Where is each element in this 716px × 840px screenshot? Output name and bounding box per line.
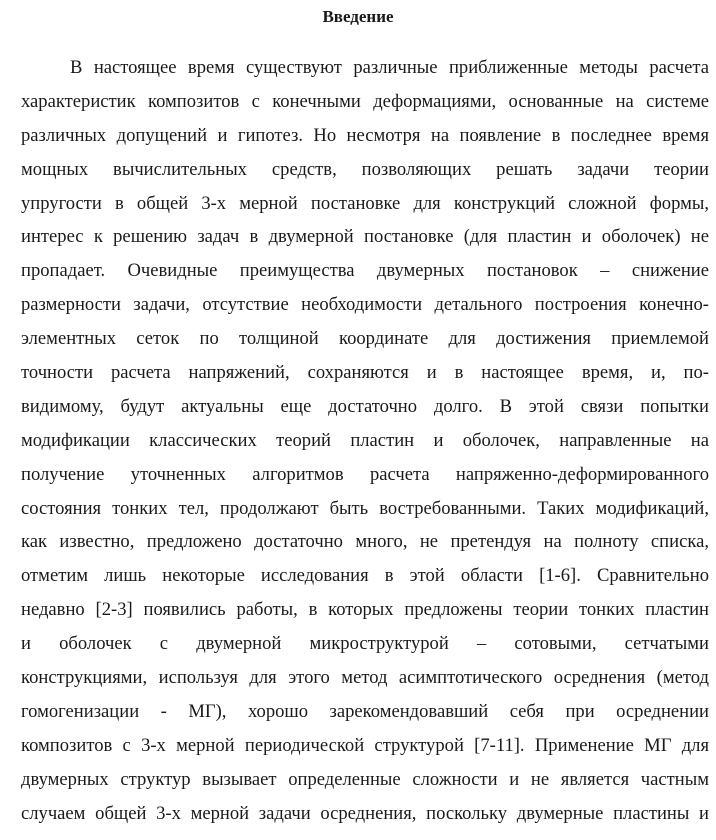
paragraph-line: различных допущений и гипотез. Но несмотря на появление в последнее время: [21, 124, 709, 146]
paragraph-line: характеристик композитов с конечными деформациями, основанные на системе: [21, 90, 709, 112]
paragraph-line: случаем общей 3-х мерной задачи осреднения, поскольку двумерные пластины и: [21, 802, 709, 824]
paragraph-line: мощных вычислительных средств, позволяющих решать задачи теории: [21, 158, 709, 180]
paragraph-line: модификации классических теорий пластин и оболочек, направленные на: [21, 429, 709, 451]
introduction-paragraph: [21, 51, 709, 830]
paragraph-line: точности расчета напряжений, сохраняются и в настоящее время, и, по-: [21, 362, 709, 384]
paragraph-line: композитов с 3-х мерной периодической структурой [7-11]. Применение МГ для: [21, 734, 709, 756]
paragraph-line: интерес к решению задач в двумерной постановке (для пластин и оболочек) не: [21, 226, 709, 248]
paragraph-line: видимому, будут актуальны еще достаточно долго. В этой связи попытки: [21, 395, 709, 417]
paragraph-line: конструкциями, используя для этого метод асимптотического осреднения (метод: [21, 667, 709, 689]
section-heading: Введение: [322, 7, 394, 26]
paragraph-line: недавно [2-3] появились работы, в которых предложены теории тонких пластин: [21, 599, 709, 621]
paragraph-line: и оболочек с двумерной микроструктурой – сотовыми, сетчатыми: [21, 633, 709, 655]
paragraph-line: размерности задачи, отсутствие необходимости детального построения конечно-: [21, 294, 709, 316]
paragraph-line: элементных сеток по толщиной координате для достижения приемлемой: [21, 328, 709, 350]
paragraph-line: получение уточненных алгоритмов расчета напряженно-деформированного: [21, 463, 709, 485]
paragraph-line: двумерных структур вызывает определенные сложности и не является частным: [21, 768, 709, 790]
paragraph-line: гомогенизации - МГ), хорошо зарекомендовавший себя при осреднении: [21, 700, 709, 722]
paragraph-line: отметим лишь некоторые исследования в этой области [1-6]. Сравнительно: [21, 565, 709, 587]
paragraph-line: состояния тонких тел, продолжают быть востребованными. Таких модификаций,: [21, 497, 709, 519]
paragraph-line: В настоящее время существуют различные приближенные методы расчета: [70, 57, 709, 78]
paragraph-line: как известно, предложено достаточно много, не претендуя на полноту списка,: [21, 531, 709, 553]
paragraph-line: упругости в общей 3-х мерной постановке для конструкций сложной формы,: [21, 192, 709, 214]
paragraph-line: пропадает. Очевидные преимущества двумерных постановок – снижение: [21, 260, 709, 282]
